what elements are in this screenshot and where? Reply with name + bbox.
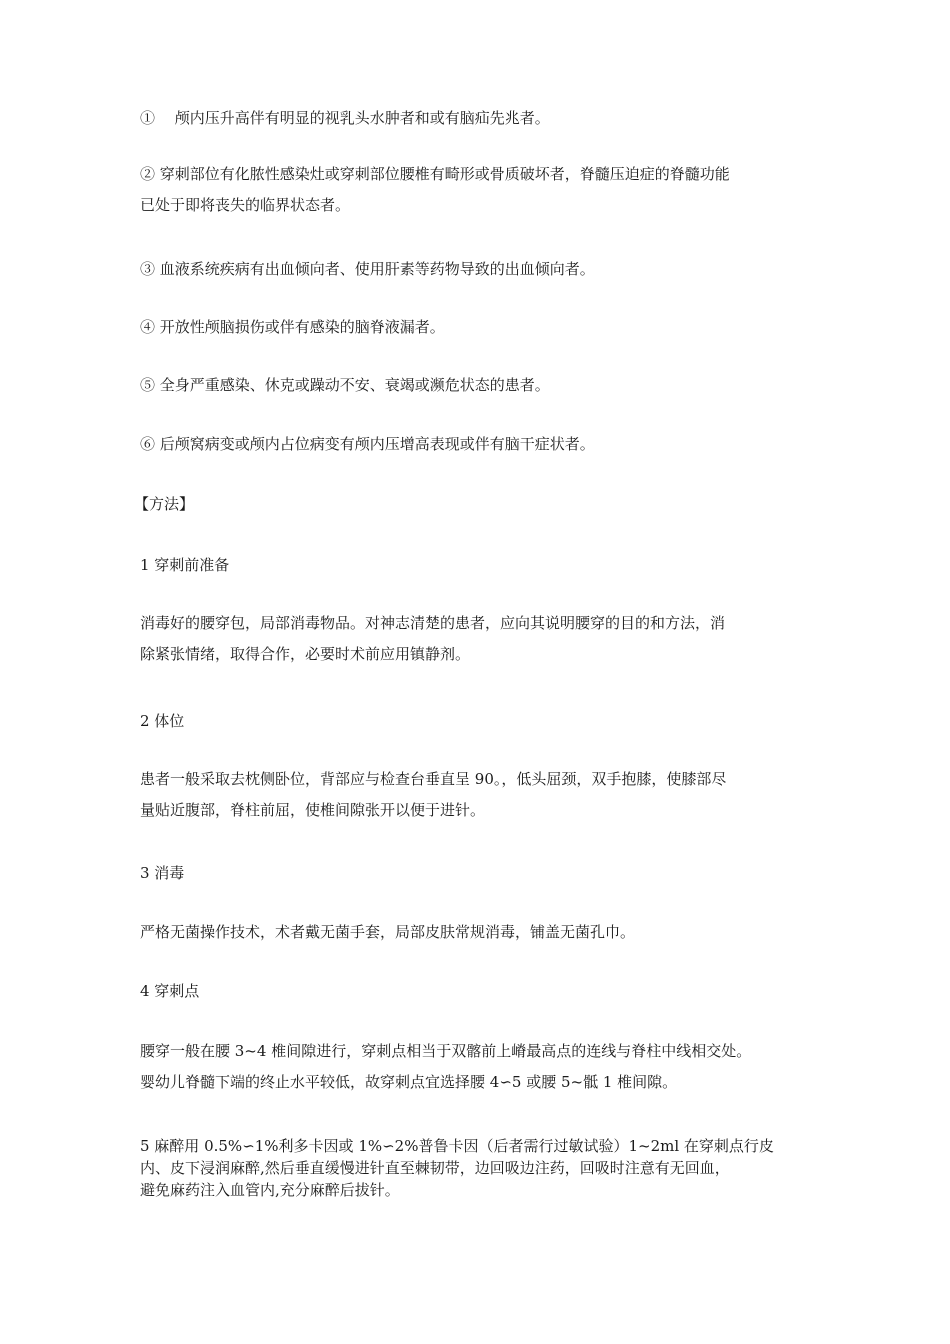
contraindication-4-text: ④ 开放性颅脑损伤或伴有感染的脑脊液漏者。	[140, 318, 445, 336]
step-3-title	[140, 858, 830, 889]
step-1-title-text: 1 穿刺前准备	[140, 556, 230, 574]
contraindication-5	[140, 370, 830, 401]
method-heading	[134, 489, 824, 520]
contraindication-2-line-1: ② 穿刺部位有化脓性感染灶或穿刺部位腰椎有畸形或骨质破坏者，脊髓压迫症的脊髓功能	[140, 165, 730, 183]
step-5-body-line-3: 避免麻药注入血管内,充分麻醉后拔针。	[140, 1181, 400, 1199]
contraindication-5-text: ⑤ 全身严重感染、休克或躁动不安、衰竭或濒危状态的患者。	[140, 376, 550, 394]
contraindication-1-text: ① 颅内压升高伴有明显的视乳头水肿者和或有脑疝先兆者。	[140, 109, 550, 127]
step-2-title	[140, 706, 830, 737]
step-1-title	[140, 550, 830, 581]
step-1-body-line-1: 消毒好的腰穿包，局部消毒物品。对神志清楚的患者，应向其说明腰穿的目的和方法，消	[140, 614, 726, 632]
contraindication-1	[140, 103, 830, 134]
step-1-body-line-2: 除紧张情绪，取得合作，必要时术前应用镇静剂。	[140, 645, 471, 663]
step-5-body	[140, 1135, 830, 1201]
step-5-body-line-1: 5 麻醉用 0.5%∽1%利多卡因或 1%∽2%普鲁卡因（后者需行过敏试验）1~2ml 在穿刺点行皮	[140, 1137, 774, 1155]
contraindication-6	[140, 429, 830, 460]
step-2-title-text: 2 体位	[140, 712, 185, 730]
method-heading-text: 【方法】	[134, 495, 195, 513]
step-3-body-text: 严格无菌操作技术，术者戴无菌手套，局部皮肤常规消毒，铺盖无菌孔巾。	[140, 923, 636, 941]
step-2-body-line-2: 量贴近腹部，脊柱前屈，使椎间隙张开以便于进针。	[140, 801, 486, 819]
step-4-title-text: 4 穿刺点	[140, 982, 200, 1000]
step-4-title	[140, 976, 830, 1007]
contraindication-2	[140, 159, 830, 221]
step-1-body	[140, 608, 830, 670]
step-4-body	[140, 1036, 830, 1098]
contraindication-3-text: ③ 血液系统疾病有出血倾向者、使用肝素等药物导致的出血倾向者。	[140, 260, 595, 278]
contraindication-6-text: ⑥ 后颅窝病变或颅内占位病变有颅内压增高表现或伴有脑干症状者。	[140, 435, 595, 453]
step-3-title-text: 3 消毒	[140, 864, 185, 882]
step-4-body-line-2: 婴幼儿脊髓下端的终止水平较低，故穿刺点宜选择腰 4∽5 或腰 5~骶 1 椎间隙。	[140, 1073, 678, 1091]
step-3-body	[140, 917, 830, 948]
contraindication-3	[140, 254, 830, 285]
contraindication-4	[140, 312, 830, 343]
contraindication-2-line-2: 已处于即将丧失的临界状态者。	[140, 196, 351, 214]
step-4-body-line-1: 腰穿一般在腰 3~4 椎间隙进行，穿刺点相当于双髂前上嵴最高点的连线与脊柱中线相交处。	[140, 1042, 752, 1060]
step-5-body-line-2: 内、皮下浸润麻醉,然后垂直缓慢进针直至棘韧带，边回吸边注药，回吸时注意有无回血，	[140, 1159, 730, 1177]
step-2-body	[140, 764, 830, 826]
step-2-body-line-1: 患者一般采取去枕侧卧位，背部应与检查台垂直呈 90。，低头屈颈，双手抱膝，使膝部尽	[140, 770, 727, 788]
